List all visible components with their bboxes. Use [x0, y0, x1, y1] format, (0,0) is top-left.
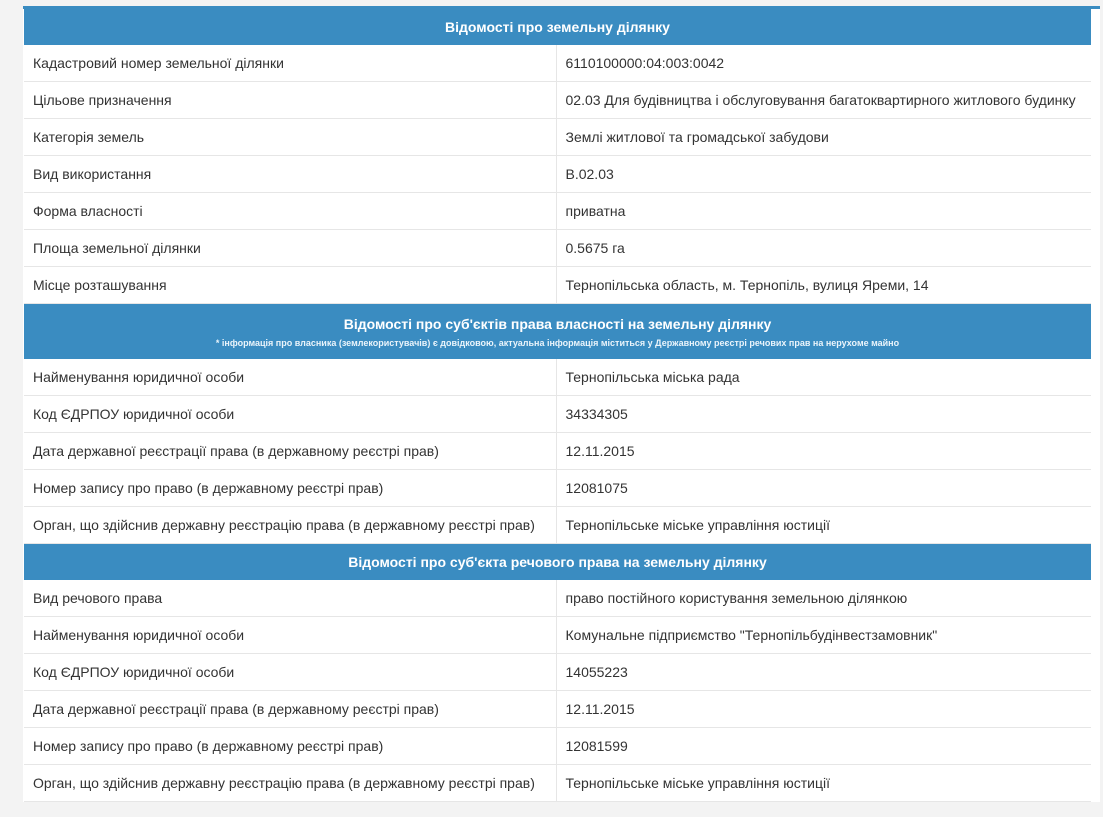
row-label: Дата державної реєстрації права (в державному реєстрі прав): [24, 691, 556, 728]
row-label: Дата державної реєстрації права (в державному реєстрі прав): [24, 433, 556, 470]
table-row: [24, 267, 1091, 304]
row-value: 12.11.2015: [556, 433, 1091, 470]
row-label: Код ЄДРПОУ юридичної особи: [24, 654, 556, 691]
table-row: [24, 691, 1091, 728]
section-header-cell: [24, 304, 1091, 360]
row-value: Комунальне підприємство "Тернопільбудінвестзамовник": [556, 617, 1091, 654]
table-row: [24, 580, 1091, 617]
row-label: Вид речового права: [24, 580, 556, 617]
row-label: Код ЄДРПОУ юридичної особи: [24, 396, 556, 433]
row-label: Категорія земель: [24, 119, 556, 156]
table-row: [24, 396, 1091, 433]
row-value: Тернопільське міське управління юстиції: [556, 507, 1091, 544]
table-row: [24, 470, 1091, 507]
table-row: [24, 119, 1091, 156]
table-row: [24, 507, 1091, 544]
row-label: Номер запису про право (в державному реєстрі прав): [24, 728, 556, 765]
section-note: * інформація про власника (землекористувачів) є довідковою, актуальна інформація міститься у Державному реєстрі речових прав на нерухоме майно: [215, 337, 900, 348]
section-header-owners: [24, 304, 1091, 360]
row-label: Номер запису про право (в державному реєстрі прав): [24, 470, 556, 507]
row-value: 12.11.2015: [556, 691, 1091, 728]
section-title: Відомості про суб'єктів права власності на земельну ділянку: [343, 315, 772, 332]
row-label: Форма власності: [24, 193, 556, 230]
row-label: Вид використання: [24, 156, 556, 193]
row-value: Тернопільська міська рада: [556, 359, 1091, 396]
section-title: Відомості про земельну ділянку: [24, 9, 1091, 45]
row-value: 0.5675 га: [556, 230, 1091, 267]
land-info-table: [24, 9, 1091, 802]
table-row: [24, 433, 1091, 470]
row-value: 6110100000:04:003:0042: [556, 45, 1091, 82]
table-row: [24, 193, 1091, 230]
row-label: Цільове призначення: [24, 82, 556, 119]
row-value: 02.03 Для будівництва і обслуговування багатоквартирного житлового будинку: [556, 82, 1091, 119]
row-label: Орган, що здійснив державну реєстрацію права (в державному реєстрі прав): [24, 765, 556, 802]
row-value: Землі житлової та громадської забудови: [556, 119, 1091, 156]
row-value: 12081075: [556, 470, 1091, 507]
land-info-panel: [23, 6, 1100, 802]
row-value: В.02.03: [556, 156, 1091, 193]
table-row: [24, 617, 1091, 654]
row-value: Тернопільська область, м. Тернопіль, вулиця Яреми, 14: [556, 267, 1091, 304]
row-value: Тернопільське міське управління юстиції: [556, 765, 1091, 802]
table-row: [24, 728, 1091, 765]
row-value: 12081599: [556, 728, 1091, 765]
row-label: Найменування юридичної особи: [24, 617, 556, 654]
row-value: право постійного користування земельною ділянкою: [556, 580, 1091, 617]
section-header-real-right: [24, 544, 1091, 581]
table-row: [24, 654, 1091, 691]
table-row: [24, 230, 1091, 267]
table-row: [24, 82, 1091, 119]
table-row: [24, 765, 1091, 802]
row-value: 14055223: [556, 654, 1091, 691]
row-label: Найменування юридичної особи: [24, 359, 556, 396]
table-row: [24, 45, 1091, 82]
row-label: Кадастровий номер земельної ділянки: [24, 45, 556, 82]
table-row: [24, 156, 1091, 193]
section-title: Відомості про суб'єкта речового права на земельну ділянку: [24, 544, 1091, 581]
table-row: [24, 359, 1091, 396]
row-label: Орган, що здійснив державну реєстрацію права (в державному реєстрі прав): [24, 507, 556, 544]
row-value: приватна: [556, 193, 1091, 230]
row-label: Місце розташування: [24, 267, 556, 304]
row-value: 34334305: [556, 396, 1091, 433]
row-label: Площа земельної ділянки: [24, 230, 556, 267]
section-header-land-plot: [24, 9, 1091, 45]
